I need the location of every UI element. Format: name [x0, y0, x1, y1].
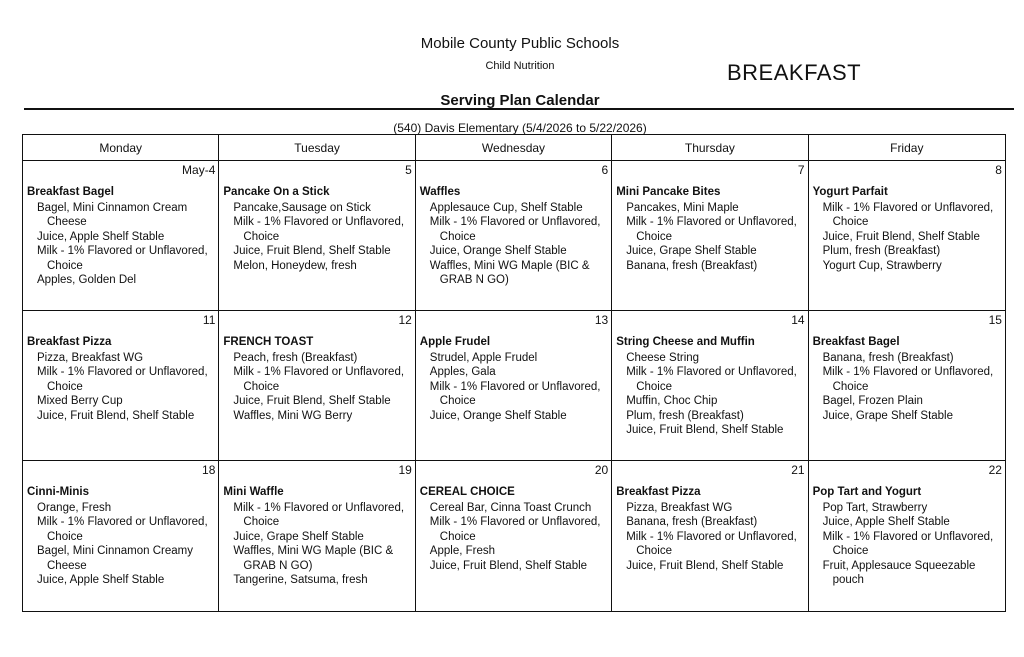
day-header-thursday: Thursday — [612, 135, 808, 161]
day-header-friday: Friday — [809, 135, 1005, 161]
menu-item: Juice, Fruit Blend, Shelf Stable — [822, 230, 980, 243]
menu-item: Juice, Orange Shelf Stable — [429, 409, 567, 422]
day-header-wednesday: Wednesday — [416, 135, 612, 161]
menu-item: Milk - 1% Flavored or Unflavored, Choice — [37, 245, 208, 272]
organization-name: Mobile County Public Schools — [420, 35, 620, 52]
menu-item: Juice, Grape Shelf Stable — [822, 409, 954, 422]
department-name: Child Nutrition — [485, 60, 555, 72]
menu-item: Pop Tart, Strawberry — [822, 501, 928, 514]
menu-item: Plum, fresh (Breakfast) — [822, 245, 941, 257]
menu-item: Cheese String — [626, 351, 700, 364]
day-date: 20 — [594, 463, 609, 477]
school-line: (540) Davis Elementary (5/4/2026 to 5/22/2026) — [393, 121, 647, 135]
day-date: 14 — [791, 313, 805, 327]
day-date: 18 — [202, 463, 216, 477]
menu-item: Waffles, Mini WG Maple (BIC & GRAB N GO) — [233, 545, 394, 572]
menu-item: Waffles, Mini WG Berry — [233, 409, 353, 422]
menu-item: Applesauce Cup, Shelf Stable — [429, 201, 583, 214]
day-cell — [23, 461, 219, 611]
entree-title: Breakfast Pizza — [27, 336, 112, 348]
entree-title: Cinni-Minis — [27, 486, 89, 498]
day-cell — [219, 311, 415, 461]
menu-item: Milk - 1% Flavored or Unflavored, Choice — [626, 216, 797, 243]
menu-item: Milk - 1% Flavored or Unflavored, Choice — [233, 366, 405, 393]
menu-item: Milk - 1% Flavored or Unflavored, Choice — [429, 380, 601, 407]
day-cell — [612, 461, 808, 611]
menu-item: Bagel, Mini Cinnamon Creamy Cheese — [37, 545, 193, 572]
day-cell — [23, 161, 219, 311]
menu-item: Plum, fresh (Breakfast) — [626, 409, 744, 422]
menu-item: Pizza, Breakfast WG — [37, 351, 144, 364]
menu-item: Bagel, Frozen Plain — [822, 395, 923, 407]
menu-item: Juice, Fruit Blend, Shelf Stable — [37, 409, 195, 422]
menu-item: Cereal Bar, Cinna Toast Crunch — [429, 501, 592, 514]
menu-item: Melon, Honeydew, fresh — [233, 259, 357, 272]
menu-item: Banana, fresh (Breakfast) — [626, 259, 758, 272]
menu-item: Juice, Fruit Blend, Shelf Stable — [626, 559, 784, 572]
entree-title: Yogurt Parfait — [812, 186, 888, 198]
menu-item: Juice, Fruit Blend, Shelf Stable — [626, 424, 784, 436]
entree-title: Breakfast Pizza — [616, 486, 701, 498]
entree-title: Waffles — [419, 186, 461, 198]
menu-item: Juice, Fruit Blend, Shelf Stable — [429, 559, 588, 572]
menu-item: Banana, fresh (Breakfast) — [822, 351, 954, 364]
menu-item: Juice, Apple Shelf Stable — [37, 574, 165, 586]
menu-item: Milk - 1% Flavored or Unflavored, Choice — [233, 501, 405, 528]
menu-item: Juice, Grape Shelf Stable — [233, 530, 364, 543]
entree-title: FRENCH TOAST — [223, 336, 314, 348]
menu-item: Juice, Fruit Blend, Shelf Stable — [233, 395, 391, 407]
menu-item: Pizza, Breakfast WG — [626, 501, 733, 514]
entree-title: Pancake On a Stick — [223, 186, 330, 198]
menu-item: Juice, Apple Shelf Stable — [37, 230, 165, 243]
menu-item: Mixed Berry Cup — [37, 395, 123, 407]
menu-item: Milk - 1% Flavored or Unflavored, Choice — [37, 516, 208, 543]
day-date: 21 — [791, 463, 805, 477]
menu-item: Milk - 1% Flavored or Unflavored, Choice — [37, 366, 208, 393]
entree-title: Mini Waffle — [223, 486, 284, 498]
day-date: 13 — [594, 313, 609, 327]
menu-item: Milk - 1% Flavored or Unflavored, Choice — [822, 530, 994, 557]
menu-item: Milk - 1% Flavored or Unflavored, Choice — [822, 201, 994, 228]
day-cell — [612, 311, 808, 461]
day-cell — [809, 311, 1005, 461]
day-date: 8 — [995, 163, 1002, 177]
day-cell — [416, 461, 612, 611]
day-cell — [612, 161, 808, 311]
day-cell — [416, 311, 612, 461]
menu-item: Pancake,Sausage on Stick — [233, 201, 371, 214]
menu-item: Milk - 1% Flavored or Unflavored, Choice — [233, 216, 405, 243]
menu-item: Orange, Fresh — [37, 501, 112, 514]
day-date: 11 — [202, 313, 216, 327]
day-header-tuesday: Tuesday — [219, 135, 415, 161]
menu-item: Strudel, Apple Frudel — [429, 351, 538, 364]
entree-title: CEREAL CHOICE — [419, 486, 515, 498]
meal-type: BREAKFAST — [727, 60, 862, 85]
menu-item: Juice, Apple Shelf Stable — [822, 516, 950, 528]
menu-item: Juice, Fruit Blend, Shelf Stable — [233, 245, 391, 257]
entree-title: Breakfast Bagel — [812, 336, 900, 348]
menu-item: Muffin, Choc Chip — [626, 395, 718, 407]
day-cell — [23, 311, 219, 461]
entree-title: Mini Pancake Bites — [616, 186, 721, 198]
menu-item: Banana, fresh (Breakfast) — [626, 516, 758, 528]
menu-item: Milk - 1% Flavored or Unflavored, Choice — [626, 366, 797, 393]
entree-title: Apple Frudel — [419, 336, 491, 348]
day-cell — [416, 161, 612, 311]
day-date: 15 — [988, 313, 1002, 327]
day-date: 6 — [601, 163, 609, 177]
day-date: 22 — [988, 463, 1002, 477]
menu-item: Fruit, Applesauce Squeezable pouch — [822, 559, 976, 586]
day-cell — [219, 461, 415, 611]
day-date: May-4 — [182, 163, 216, 177]
day-date: 12 — [398, 313, 412, 327]
menu-item: Yogurt Cup, Strawberry — [822, 259, 942, 272]
menu-item: Tangerine, Satsuma, fresh — [233, 574, 368, 586]
entree-title: Pop Tart and Yogurt — [812, 486, 922, 498]
menu-item: Waffles, Mini WG Maple (BIC & GRAB N GO) — [429, 259, 590, 286]
menu-item: Pancakes, Mini Maple — [626, 201, 739, 214]
menu-item: Milk - 1% Flavored or Unflavored, Choice — [429, 516, 601, 543]
day-cell — [809, 161, 1005, 311]
menu-item: Milk - 1% Flavored or Unflavored, Choice — [822, 366, 994, 393]
menu-item: Milk - 1% Flavored or Unflavored, Choice — [429, 216, 601, 243]
entree-title: Breakfast Bagel — [27, 186, 114, 198]
menu-item: Apples, Golden Del — [37, 274, 137, 286]
menu-item: Juice, Orange Shelf Stable — [429, 245, 567, 257]
menu-item: Juice, Grape Shelf Stable — [626, 245, 757, 257]
menu-item: Milk - 1% Flavored or Unflavored, Choice — [626, 530, 797, 557]
entree-title: String Cheese and Muffin — [616, 336, 755, 348]
header-divider — [24, 108, 1014, 110]
menu-item: Peach, fresh (Breakfast) — [233, 351, 358, 364]
day-header-monday: Monday — [23, 135, 219, 161]
menu-item: Apple, Fresh — [429, 545, 495, 557]
calendar-grid — [22, 134, 1006, 612]
day-date: 7 — [797, 163, 805, 177]
menu-item: Apples, Gala — [429, 366, 496, 378]
day-date: 19 — [398, 463, 412, 477]
menu-item: Bagel, Mini Cinnamon Cream Cheese — [37, 201, 188, 228]
day-cell — [809, 461, 1005, 611]
day-cell — [219, 161, 415, 311]
day-date: 5 — [405, 163, 412, 177]
plan-title: Serving Plan Calendar — [440, 92, 600, 109]
